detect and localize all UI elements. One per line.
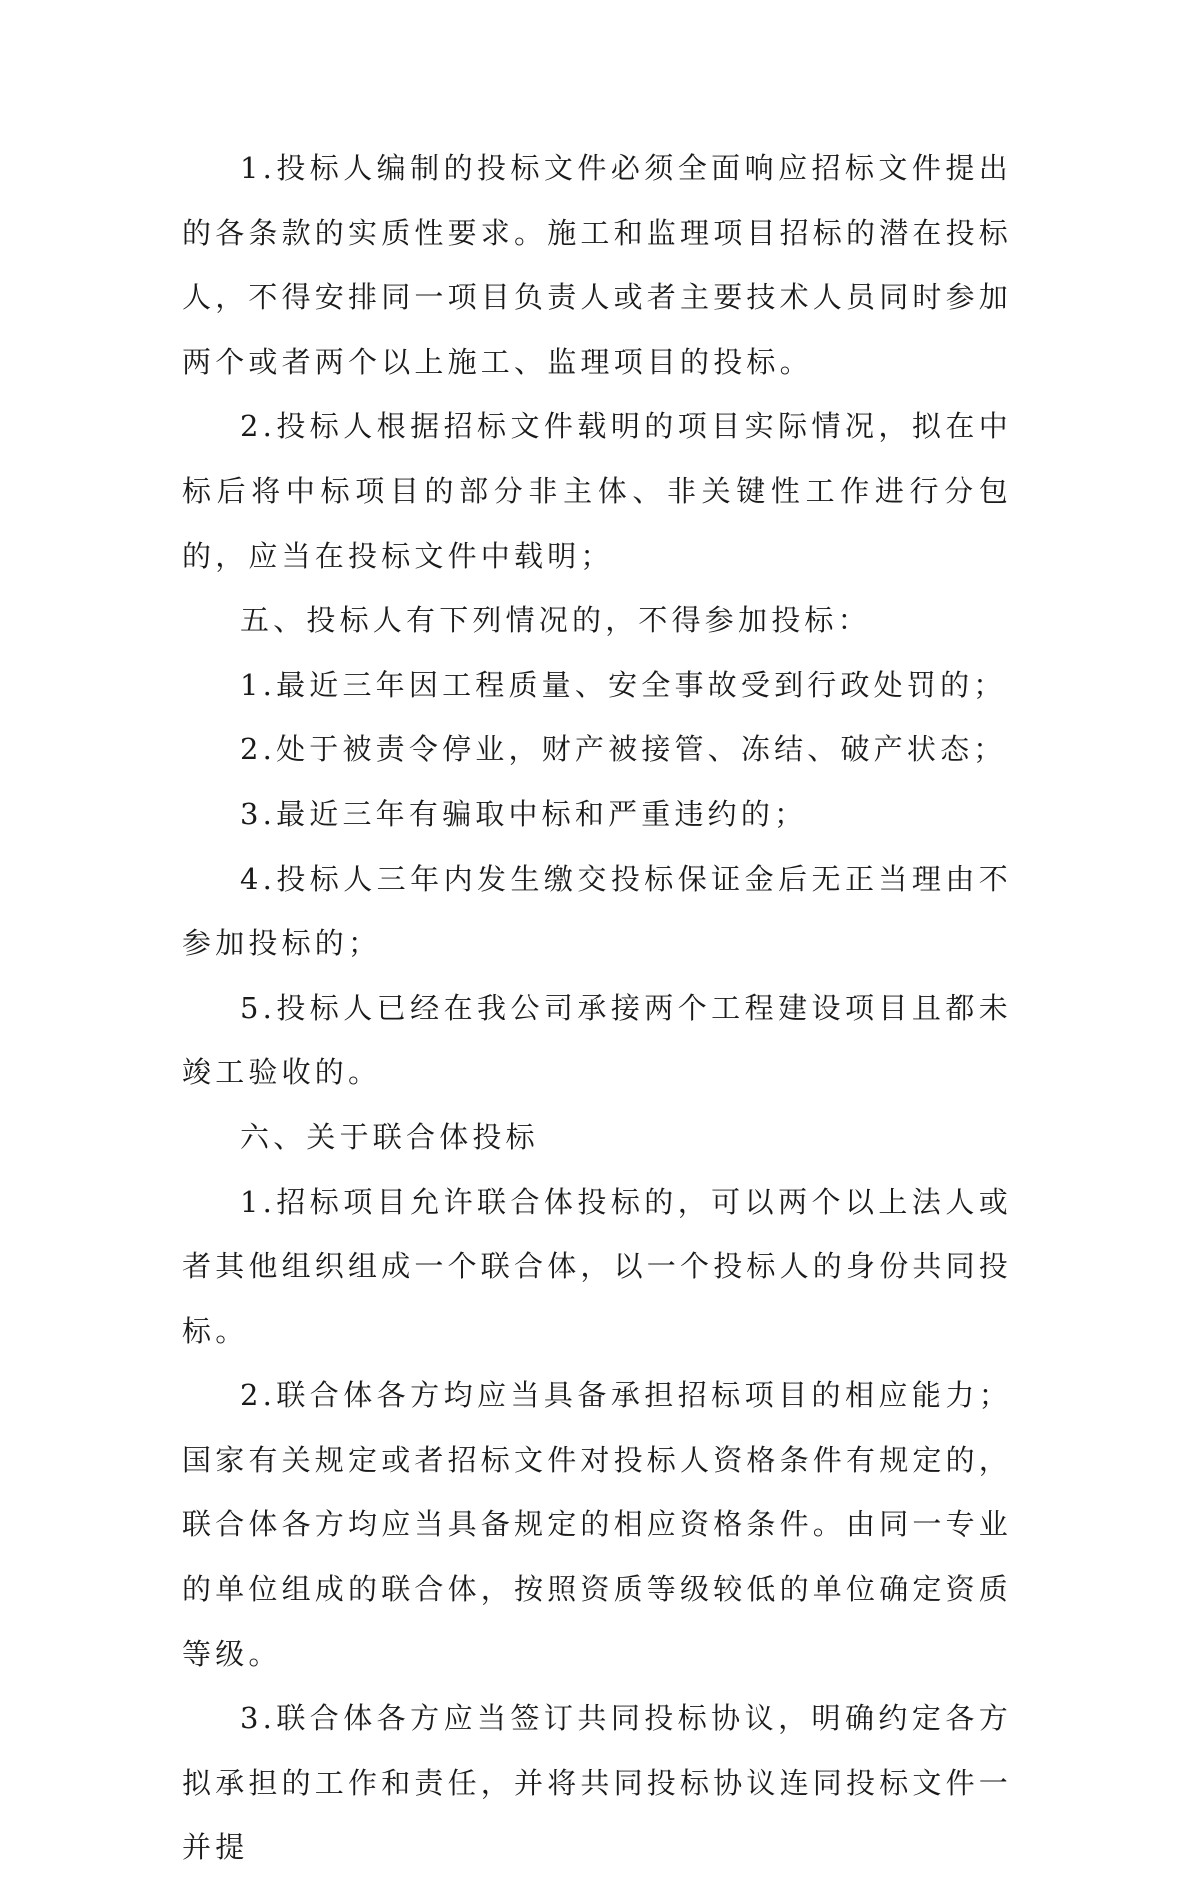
paragraph-disqualify-fraud: 3.最近三年有骗取中标和严重违约的； bbox=[240, 796, 808, 831]
paragraph-disqualify-deposit: 4.投标人三年内发生缴交投标保证金后无正当理由不参加投标的； bbox=[182, 861, 1012, 961]
paragraph-consortium-capability: 2.联合体各方均应当具备承担招标项目的相应能力；国家有关规定或者招标文件对投标人资格条件有规定的，联合体各方均应当具备规定的相应资格条件。由同一专业的单位组成的联合体，按照资质等级较低的单位确定资质等级。 bbox=[182, 1378, 1013, 1671]
paragraph-disqualify-unfinished: 5.投标人已经在我公司承接两个工程建设项目且都未竣工验收的。 bbox=[182, 990, 1012, 1090]
paragraph-consortium-allowed: 1.招标项目允许联合体投标的，可以两个以上法人或者其他组织组成一个联合体，以一个投标人的身份共同投标。 bbox=[182, 1184, 1013, 1348]
paragraph-consortium-agreement: 3.联合体各方应当签订共同投标协议，明确约定各方拟承担的工作和责任，并将共同投标协议连同投标文件一并提 bbox=[182, 1701, 1013, 1865]
document-body bbox=[182, 136, 1012, 1880]
paragraph-bid-response-requirement: 1.投标人编制的投标文件必须全面响应招标文件提出的各条款的实质性要求。施工和监理项目招标的潜在投标人，不得安排同一项目负责人或者主要技术人员同时参加两个或者两个以上施工、监理项目的投标。 bbox=[182, 151, 1013, 379]
paragraph-subcontracting: 2.投标人根据招标文件载明的项目实际情况，拟在中标后将中标项目的部分非主体、非关键性工作进行分包的，应当在投标文件中载明； bbox=[182, 409, 1012, 573]
section-heading-consortium: 六、关于联合体投标 bbox=[240, 1119, 539, 1154]
paragraph-disqualify-penalty: 1.最近三年因工程质量、安全事故受到行政处罚的； bbox=[240, 667, 1007, 702]
paragraph-disqualify-suspended: 2.处于被责令停业，财产被接管、冻结、破产状态； bbox=[240, 732, 1007, 767]
section-heading-disqualification: 五、投标人有下列情况的，不得参加投标： bbox=[240, 603, 871, 638]
